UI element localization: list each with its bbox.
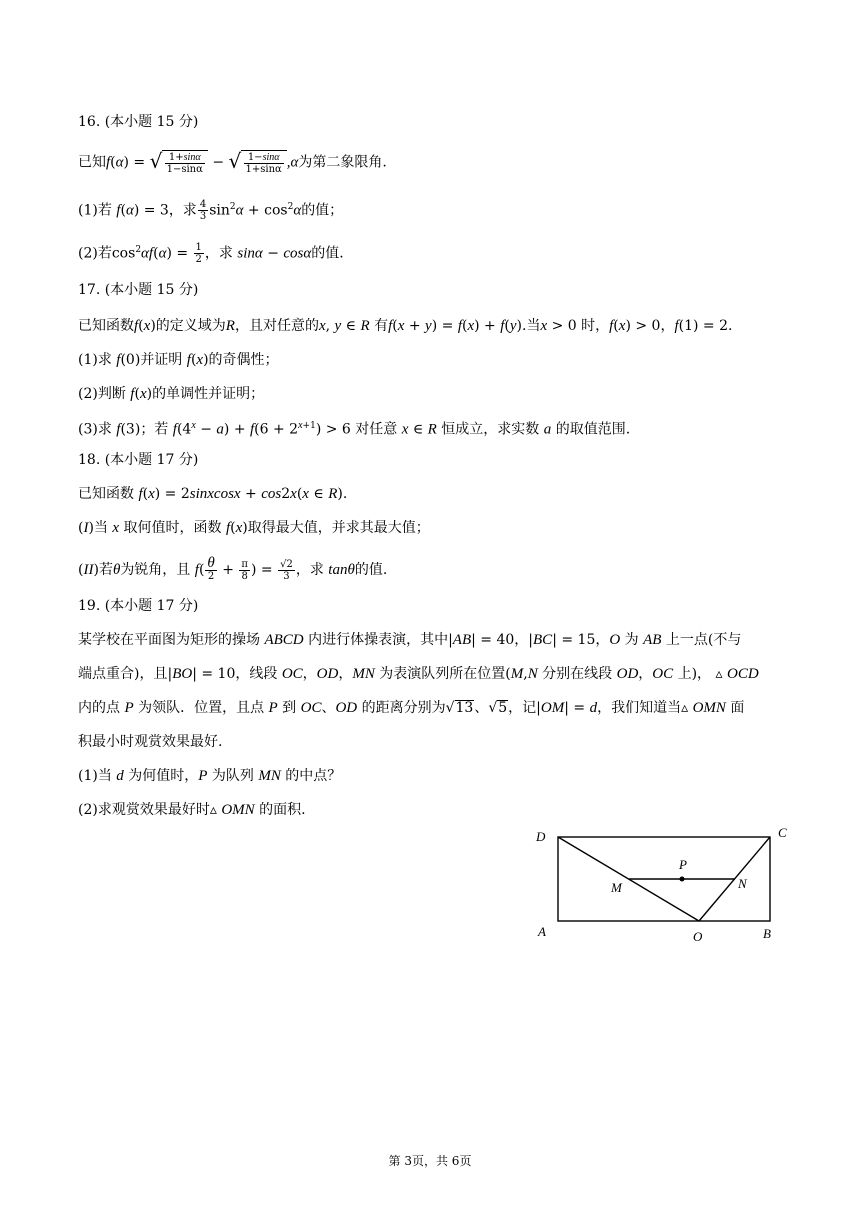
geometry-figure [528,820,798,950]
q18-part2: (II)若θ为锐角，且 f( $\frac{\theta}{2}$ + $\frac{\pi}{8}$ ) = $\frac{√2}{3}$ ，求 tanθ的值. [78,555,388,582]
page-footer: 第 3页，共 6页 [388,1154,472,1168]
label-m: M [611,880,622,895]
label-d: D [536,829,546,844]
label-o: O [693,929,703,944]
label-c: C [778,825,787,840]
q19-line1: 某学校在平面图为矩形的操场 ABCD 内进行体操表演，其中|AB| = 40，|BC| = 15，O 为 AB 上一点(不与 [78,632,742,648]
label-a: A [538,924,546,939]
q16-header: 16. (本小题 15 分) [78,114,199,130]
q18-part1: (I)当 x 取何值时，函数 f(x)取得最大值，并求其最大值； [78,520,430,536]
q17-part1: (1)求 f(0)并证明 f(x)的奇偶性； [78,352,279,368]
q19-header: 19. (本小题 17 分) [78,598,199,614]
label-p: P [679,857,687,872]
q19-part2: (2)求观赏效果最好时▵ OMN 的面积. [78,802,306,818]
q17-header: 17. (本小题 15 分) [78,282,199,298]
q19-line3: 内的点 P 为领队．位置，且点 P 到 OC、OD 的距离分别为√13、√5，记|OM| = d，我们知道当▵ OMN 面 [78,700,745,716]
q17-part3: (3)求 f(3)；若 $f(4^x - a) + f(6 + 2^{x+1}) > 6$ 对任意 x ∈ R 恒成立，求实数 a 的取值范围. [78,420,631,438]
q16-part2: (2)若$\cos^2\alpha f(\alpha)$ = $\frac{1}{2}$ ，求 sinα − cosα的值. [78,242,344,266]
q16-part1: (1)若 f(α) = 3，求 $\frac{4}{3}$ $\sin^2\alpha + \cos^2\alpha$的值； [78,199,344,223]
q17-part2: (2)判断 f(x)的单调性并证明； [78,386,265,402]
q19-line2: 端点重合)，且|BO| = 10，线段 OC，OD，MN 为表演队列所在位置(M,N 分别在线段 OD，OC 上)， ▵ OCD [78,666,759,682]
q18-header: 18. (本小题 17 分) [78,452,199,468]
q18-statement: 已知函数 f(x) = 2sinxcosx + cos2x(x ∈ R). [78,486,348,502]
label-n: N [738,876,747,891]
q17-statement: 已知函数f(x)的定义域为R，且对任意的x, y ∈ R 有f(x + y) = f(x) + f(y).当x > 0 时，f(x) > 0，f(1) = 2. [78,318,733,334]
q19-part1: (1)当 d 为何值时，P 为队列 MN 的中点？ [78,768,342,784]
q19-line4: 积最小时观赏效果最好. [78,734,223,750]
point-p [680,877,685,882]
q16-statement: 已知f(α) = √ $\frac{1+\sin\alpha}{1-\sin\alpha}$ − √ $\frac{1-\sin\alpha}{1+\sin\alpha}$ ,α为第二象限角. [78,150,387,175]
label-b: B [763,926,771,941]
